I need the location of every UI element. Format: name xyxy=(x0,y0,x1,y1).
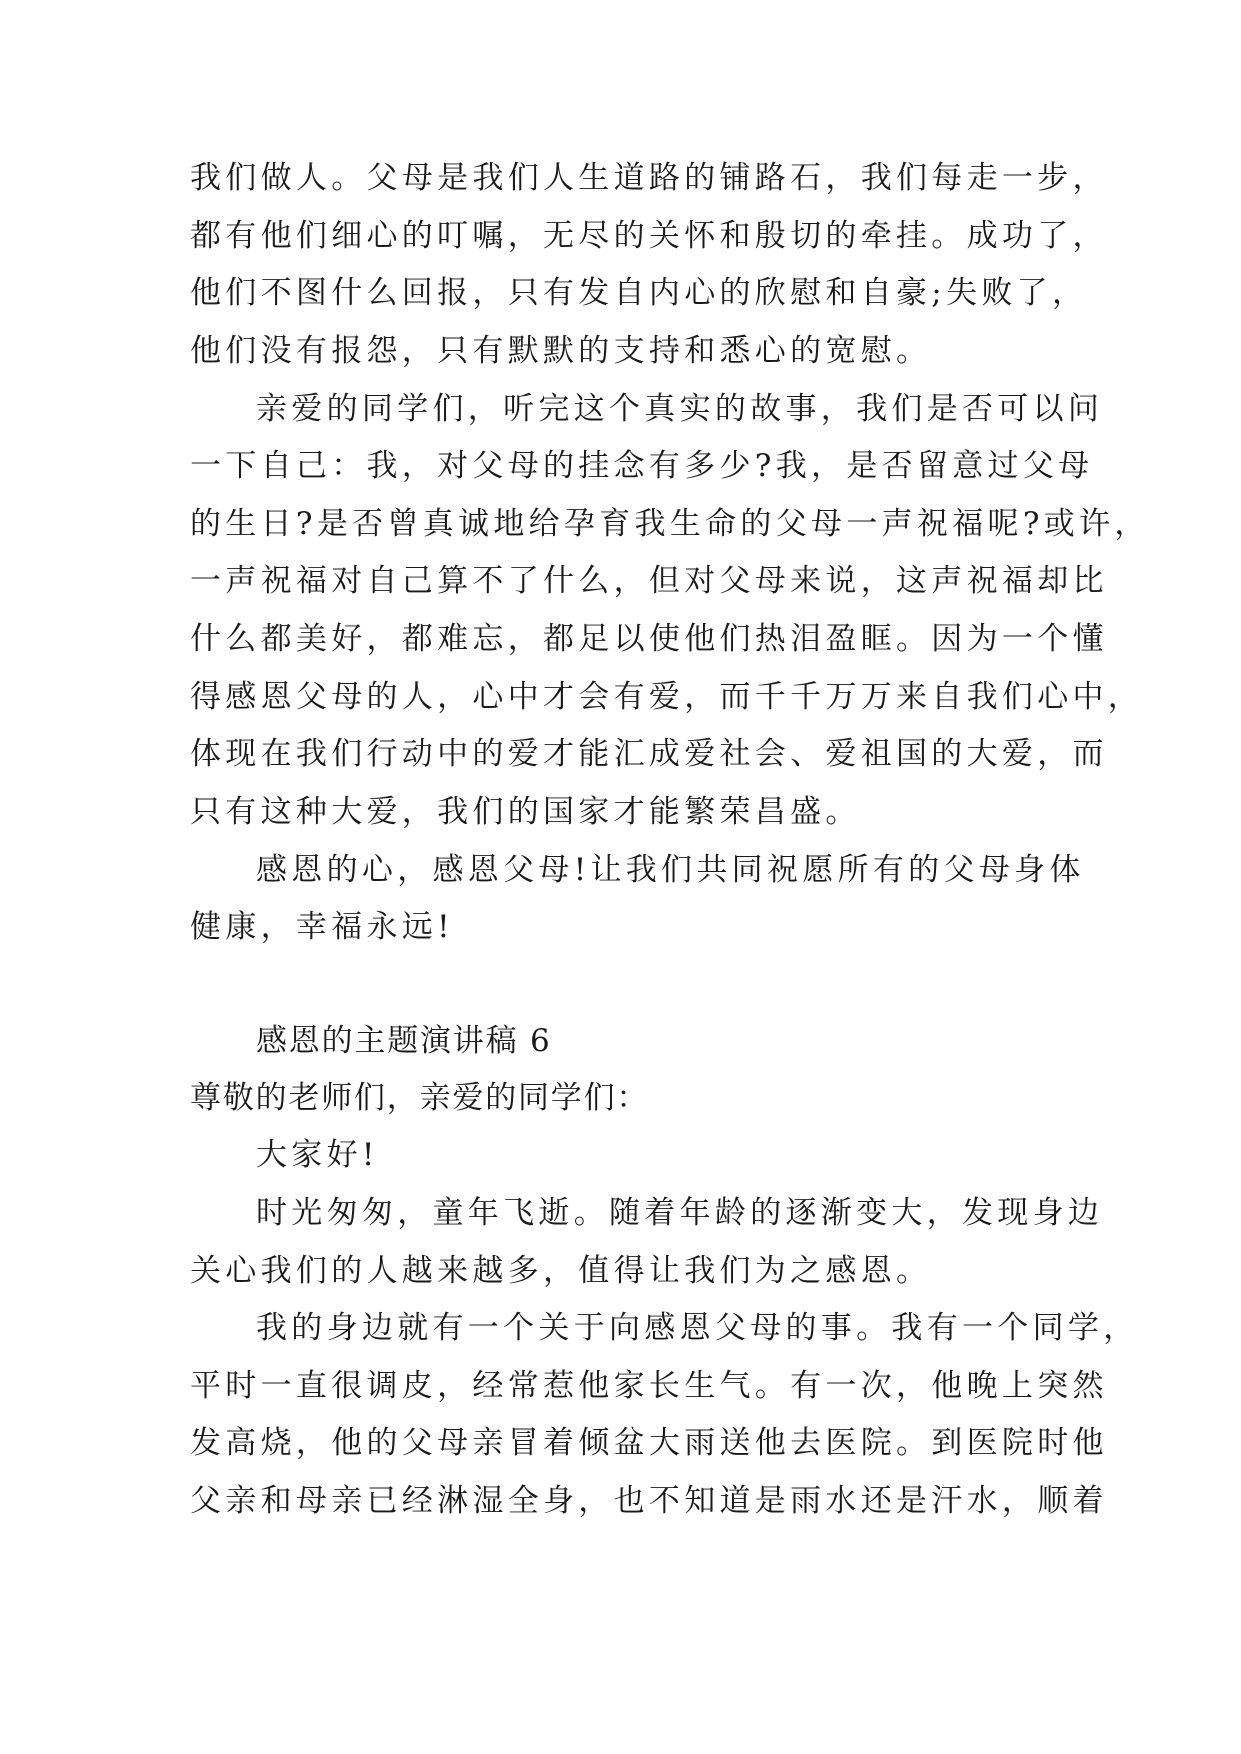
greeting: 大家好! xyxy=(256,1137,379,1173)
section-title: 感恩的主题演讲稿 6 xyxy=(256,1023,552,1059)
paragraph-2-line-6: 得感恩父母的人，心中才会有爱，而千千万万来自我们心中， xyxy=(190,679,1144,715)
paragraph-2-line-1: 亲爱的同学们，听完这个真实的故事，我们是否可以问 xyxy=(256,391,1104,427)
paragraph-2-line-4: 一声祝福对自己算不了什么，但对父母来说，这声祝福却比 xyxy=(190,563,1108,599)
paragraph-1-line-1: 我们做人。父母是我们人生道路的铺路石，我们每走一步， xyxy=(190,160,1108,196)
paragraph-1-line-4: 他们没有报怨，只有默默的支持和悉心的宽慰。 xyxy=(190,333,932,369)
paragraph-2-line-5: 什么都美好，都难忘，都足以使他们热泪盈眶。因为一个懂 xyxy=(190,621,1108,657)
paragraph-2-line-7: 体现在我们行动中的爱才能汇成爱社会、爱祖国的大爱，而 xyxy=(190,736,1108,772)
paragraph-1-line-3: 他们不图什么回报，只有发自内心的欣慰和自豪;失败了， xyxy=(190,275,1088,311)
paragraph-2-line-8: 只有这种大爱，我们的国家才能繁荣昌盛。 xyxy=(190,794,861,830)
salutation: 尊敬的老师们，亲爱的同学们： xyxy=(190,1080,650,1116)
paragraph-4-line-1: 时光匆匆，童年飞逝。随着年龄的逐渐变大，发现身边 xyxy=(256,1195,1104,1231)
paragraph-5-line-1: 我的身边就有一个关于向感恩父母的事。我有一个同学， xyxy=(256,1310,1139,1346)
paragraph-3-line-1: 感恩的心，感恩父母!让我们共同祝愿所有的父母身体 xyxy=(256,852,1085,888)
paragraph-4-line-2: 关心我们的人越来越多，值得让我们为之感恩。 xyxy=(190,1253,932,1289)
paragraph-5-line-4: 父亲和母亲已经淋湿全身，也不知道是雨水还是汗水，顺着 xyxy=(190,1483,1108,1519)
paragraph-2-line-2: 一下自己：我，对父母的挂念有多少?我，是否留意过父母 xyxy=(190,448,1094,484)
paragraph-5-line-3: 发高烧，他的父母亲冒着倾盆大雨送他去医院。到医院时他 xyxy=(190,1425,1108,1461)
paragraph-1-line-2: 都有他们细心的叮嘱，无尽的关怀和殷切的牵挂。成功了， xyxy=(190,218,1108,254)
paragraph-3-line-2: 健康，幸福永远! xyxy=(190,909,454,945)
paragraph-5-line-2: 平时一直很调皮，经常惹他家长生气。有一次，他晚上突然 xyxy=(190,1368,1108,1404)
paragraph-2-line-3: 的生日?是否曾真诚地给孕育我生命的父母一声祝福呢?或许， xyxy=(190,506,1150,542)
